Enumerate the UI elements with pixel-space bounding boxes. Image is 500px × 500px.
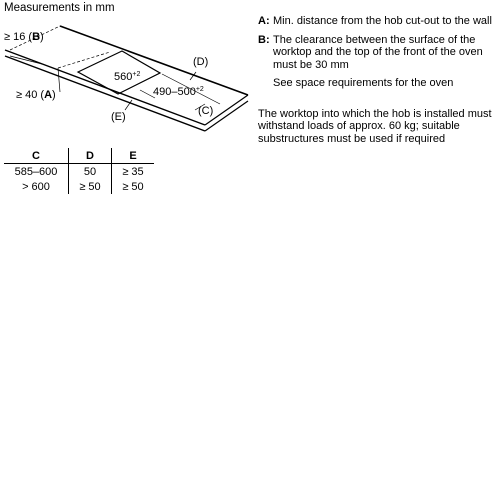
table-cell: 585–600 [14,165,58,178]
note-b-key: B: [258,33,270,46]
note-oven: See space requirements for the oven [273,77,454,89]
page-heading: Measurements in mm [4,2,115,14]
table-header: D [69,148,112,164]
label-c: (C) [198,105,214,117]
worktop-back-edge [60,26,248,95]
dim-width: $560^{+2}$ [114,71,141,83]
label-d: (D) [193,56,209,68]
note-a-key: A: [258,15,270,27]
note-worktop: The worktop into which the hob is installed must withstand loads of approx. 60 kg; suitable substructures must be used if required [258,107,492,145]
table-cell: ≥ 50 [112,179,155,194]
table-header: C [4,148,69,164]
label-b: ≥ 16 (B) [4,31,44,43]
note-a-text: Min. distance from the hob cut-out to the wall [273,15,492,27]
table-row [4,179,154,194]
clearance-table [4,148,154,194]
table-row [4,164,154,180]
label-e: (E) [111,111,126,123]
table-cell: > 600 [22,180,50,193]
table-header: E [112,148,155,164]
note-b [258,34,498,72]
label-a: ≥ 40 (A) [16,89,56,101]
table-header-row [4,148,154,164]
dim-depth: $490-500^{+2}$ [153,86,204,98]
table-cell: ≥ 35 [112,164,155,180]
notes-column [258,15,498,145]
note-b-text: The clearance between the surface of the worktop and the top of the front of the oven must be 30 mm [273,33,483,71]
worktop-cutout-diagram [0,18,250,138]
note-a [258,15,498,28]
table-cell: 50 [69,164,112,180]
table-cell: ≥ 50 [69,179,112,194]
